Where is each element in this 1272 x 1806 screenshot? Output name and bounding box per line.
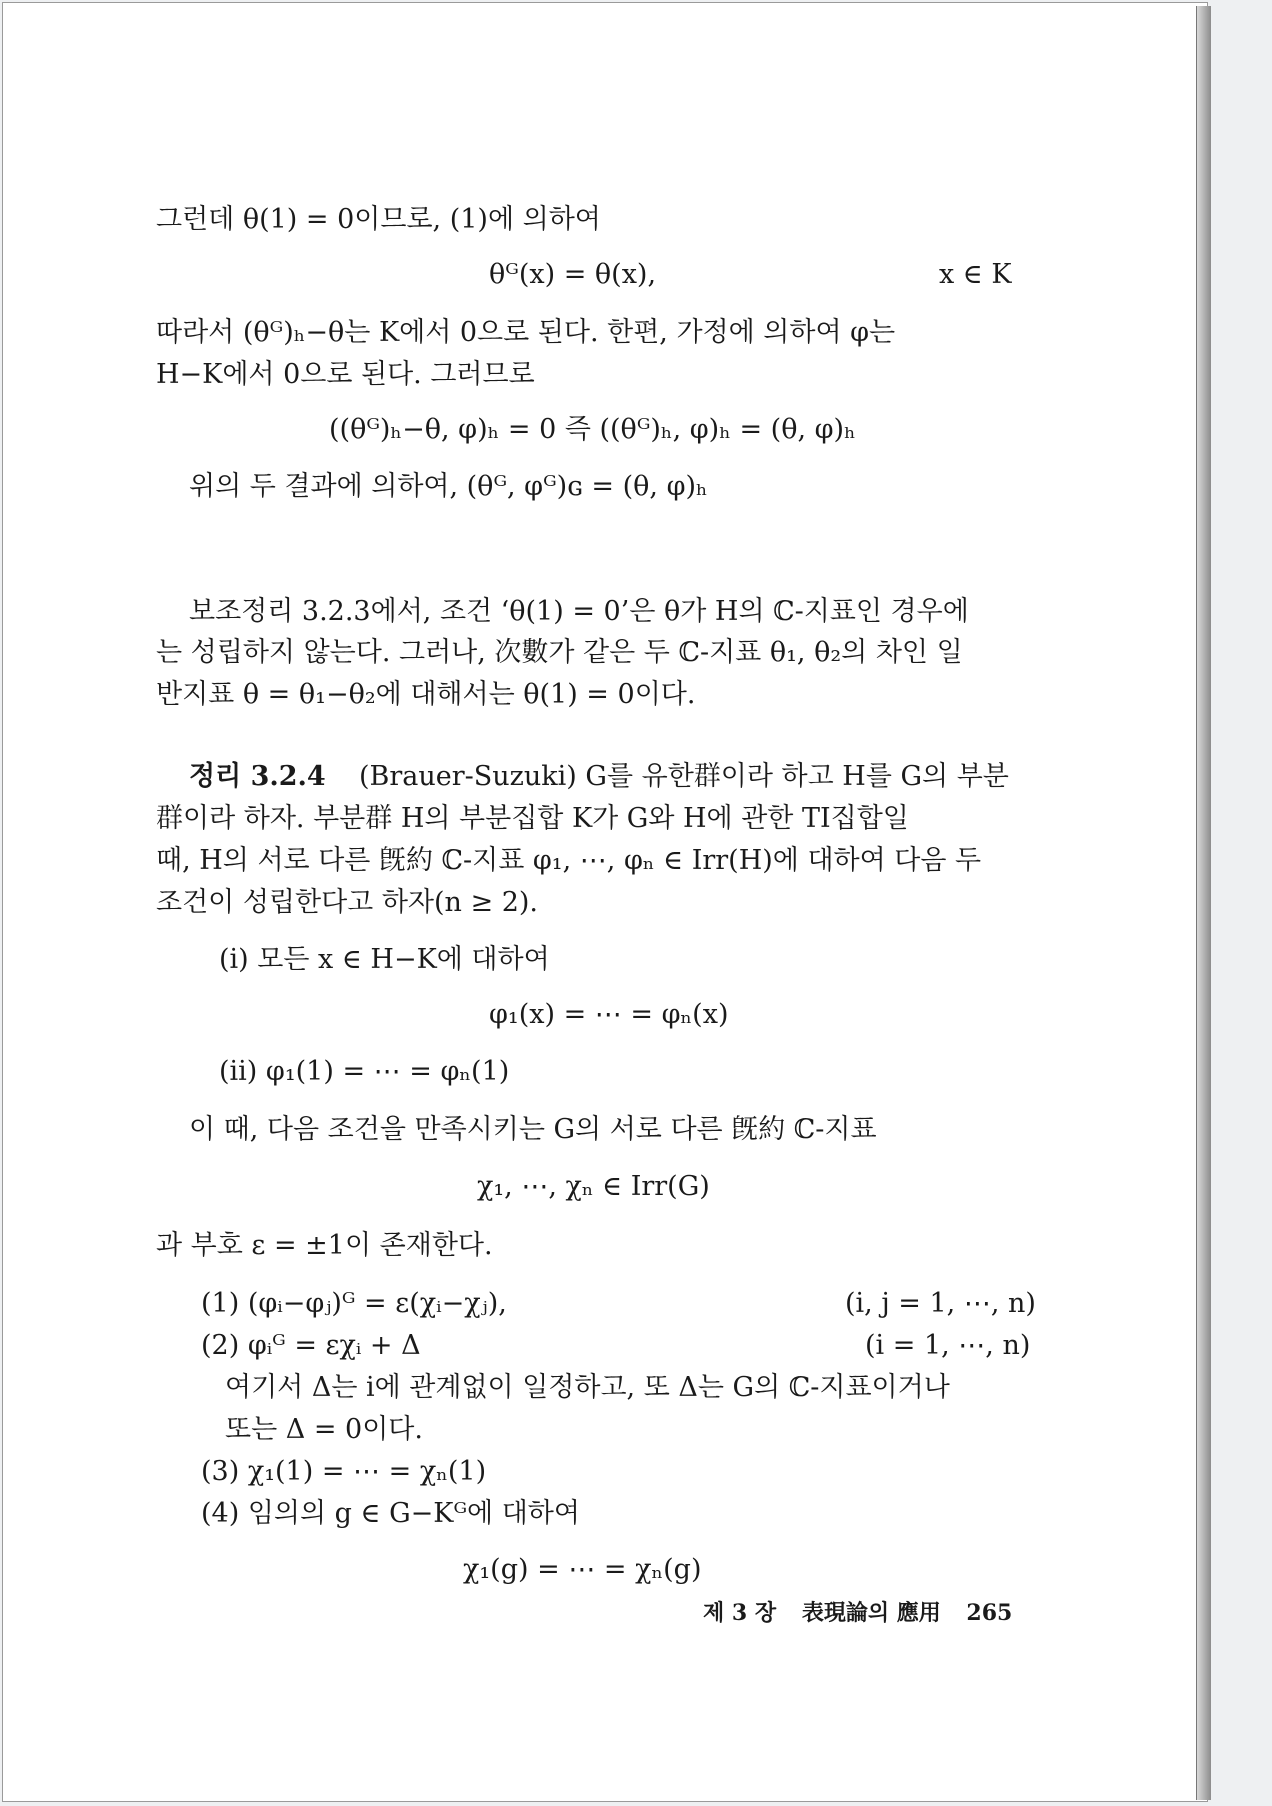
text-line: 따라서 (θᴳ)ₕ−θ는 K에서 0으로 된다. 한편, 가정에 의하여 φ는 [156, 317, 896, 348]
footer-chapter: 제 3 장 [703, 1600, 777, 1626]
page-number: 265 [966, 1600, 1013, 1626]
result-range: (i, j = 1, ⋯, n) [845, 1288, 1036, 1319]
text-line: 위의 두 결과에 의하여, (θᴳ, φᴳ)ɢ = (θ, φ)ₕ [189, 471, 708, 502]
text-line: 과 부호 ε = ±1이 존재한다. [156, 1230, 493, 1261]
result-item: (2) φᵢᴳ = εχᵢ + Δ [201, 1330, 421, 1361]
text-line: 그런데 θ(1) = 0이므로, (1)에 의하여 [156, 204, 601, 235]
text-line: 반지표 θ = θ₁−θ₂에 대해서는 θ(1) = 0이다. [156, 679, 696, 710]
text-line: 조건이 성립한다고 하자(n ≥ 2). [156, 887, 538, 918]
text-line: (Brauer-Suzuki) G를 유한群이라 하고 H를 G의 부분 [359, 761, 1009, 792]
page-stack-edge [1196, 6, 1211, 1800]
text-line: 보조정리 3.2.3에서, 조건 ‘θ(1) = 0’은 θ가 H의 ℂ-지표인 경우에 [189, 596, 969, 627]
condition-item: (ii) φ₁(1) = ⋯ = φₙ(1) [219, 1056, 510, 1087]
text-line: 는 성립하지 않는다. 그러나, 次數가 같은 두 ℂ-지표 θ₁, θ₂의 차인 일 [156, 637, 963, 668]
book-page [2, 2, 1208, 1802]
equation: χ₁, ⋯, χₙ ∈ Irr(G) [477, 1171, 710, 1202]
result-item: (3) χ₁(1) = ⋯ = χₙ(1) [201, 1456, 487, 1487]
text-line: 여기서 Δ는 i에 관계없이 일정하고, 또 Δ는 G의 ℂ-지표이거나 [225, 1372, 950, 1403]
result-item: (1) (φᵢ−φⱼ)ᴳ = ε(χᵢ−χⱼ), [201, 1288, 507, 1319]
theorem-heading: 정리 3.2.4 [189, 761, 326, 792]
page-footer [703, 1596, 1030, 1627]
equation-condition: x ∈ K [939, 259, 1012, 290]
text-line: 때, H의 서로 다른 旣約 ℂ-지표 φ₁, ⋯, φₙ ∈ Irr(H)에 대하여 다음 두 [156, 845, 982, 876]
result-item: (4) 임의의 g ∈ G−Kᴳ에 대하여 [201, 1498, 580, 1529]
text-line: 群이라 하자. 부분群 H의 부분집합 K가 G와 H에 관한 TI집합일 [156, 803, 909, 834]
equation: θᴳ(x) = θ(x), [489, 259, 657, 290]
result-range: (i = 1, ⋯, n) [865, 1330, 1031, 1361]
condition-item: (i) 모든 x ∈ H−K에 대하여 [219, 944, 550, 975]
text-line: H−K에서 0으로 된다. 그러므로 [156, 359, 535, 390]
equation: χ₁(g) = ⋯ = χₙ(g) [463, 1554, 702, 1585]
text-line: 또는 Δ = 0이다. [225, 1414, 423, 1445]
footer-title: 表現論의 應用 [801, 1600, 941, 1626]
equation: ((θᴳ)ₕ−θ, φ)ₕ = 0 즉 ((θᴳ)ₕ, φ)ₕ = (θ, φ)ₕ [329, 414, 856, 445]
equation: φ₁(x) = ⋯ = φₙ(x) [489, 999, 729, 1030]
text-line: 이 때, 다음 조건을 만족시키는 G의 서로 다른 旣約 ℂ-지표 [189, 1114, 877, 1145]
